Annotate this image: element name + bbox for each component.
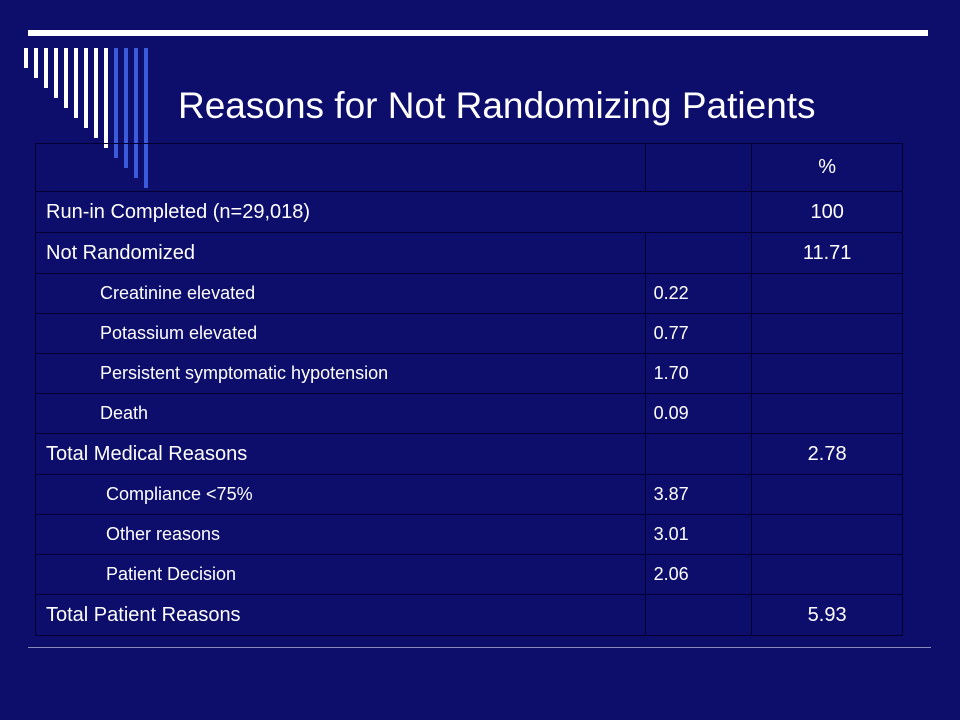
row-label: Run-in Completed (n=29,018) bbox=[36, 192, 752, 233]
table-row bbox=[36, 354, 903, 394]
table-row bbox=[36, 394, 903, 434]
table-row bbox=[36, 314, 903, 354]
row-percent bbox=[752, 274, 903, 314]
row-percent bbox=[752, 515, 903, 555]
row-percent: 2.78 bbox=[752, 434, 903, 475]
row-percent: 11.71 bbox=[752, 233, 903, 274]
row-value: 3.01 bbox=[645, 515, 752, 555]
header-cell-2 bbox=[645, 144, 752, 192]
row-label: Total Patient Reasons bbox=[36, 595, 646, 636]
stripe bbox=[104, 48, 108, 148]
stripe bbox=[84, 48, 88, 128]
reasons-table bbox=[35, 143, 903, 636]
header-cell-percent: % bbox=[752, 144, 903, 192]
table-header-row bbox=[36, 144, 903, 192]
row-percent: 5.93 bbox=[752, 595, 903, 636]
row-value: 3.87 bbox=[645, 475, 752, 515]
slide-title: Reasons for Not Randomizing Patients bbox=[178, 85, 816, 126]
header-cell-1 bbox=[36, 144, 646, 192]
stripe bbox=[44, 48, 48, 88]
top-rule bbox=[28, 30, 928, 36]
row-value bbox=[645, 233, 752, 274]
row-value bbox=[645, 595, 752, 636]
row-label: Patient Decision bbox=[36, 555, 646, 595]
row-value: 1.70 bbox=[645, 354, 752, 394]
table-row bbox=[36, 192, 903, 233]
row-label: Creatinine elevated bbox=[36, 274, 646, 314]
row-label: Potassium elevated bbox=[36, 314, 646, 354]
row-label: Not Randomized bbox=[36, 233, 646, 274]
row-value: 2.06 bbox=[645, 555, 752, 595]
table-row bbox=[36, 274, 903, 314]
stripe bbox=[114, 48, 118, 158]
row-label: Total Medical Reasons bbox=[36, 434, 646, 475]
stripe bbox=[94, 48, 98, 138]
table-row bbox=[36, 515, 903, 555]
stripe bbox=[54, 48, 58, 98]
row-percent bbox=[752, 354, 903, 394]
row-label: Other reasons bbox=[36, 515, 646, 555]
table-row bbox=[36, 475, 903, 515]
row-percent bbox=[752, 314, 903, 354]
row-percent bbox=[752, 475, 903, 515]
table-row bbox=[36, 595, 903, 636]
stripe bbox=[74, 48, 78, 118]
row-label: Persistent symptomatic hypotension bbox=[36, 354, 646, 394]
row-value: 0.09 bbox=[645, 394, 752, 434]
bottom-rule bbox=[28, 647, 931, 648]
row-label: Compliance <75% bbox=[36, 475, 646, 515]
table-row bbox=[36, 555, 903, 595]
table-row bbox=[36, 434, 903, 475]
stripe bbox=[34, 48, 38, 78]
row-percent bbox=[752, 394, 903, 434]
row-value: 0.22 bbox=[645, 274, 752, 314]
stripe bbox=[64, 48, 68, 108]
table-row bbox=[36, 233, 903, 274]
stripe bbox=[24, 48, 28, 68]
row-value bbox=[645, 434, 752, 475]
row-label: Death bbox=[36, 394, 646, 434]
row-value: 0.77 bbox=[645, 314, 752, 354]
row-percent bbox=[752, 555, 903, 595]
row-percent: 100 bbox=[752, 192, 903, 233]
